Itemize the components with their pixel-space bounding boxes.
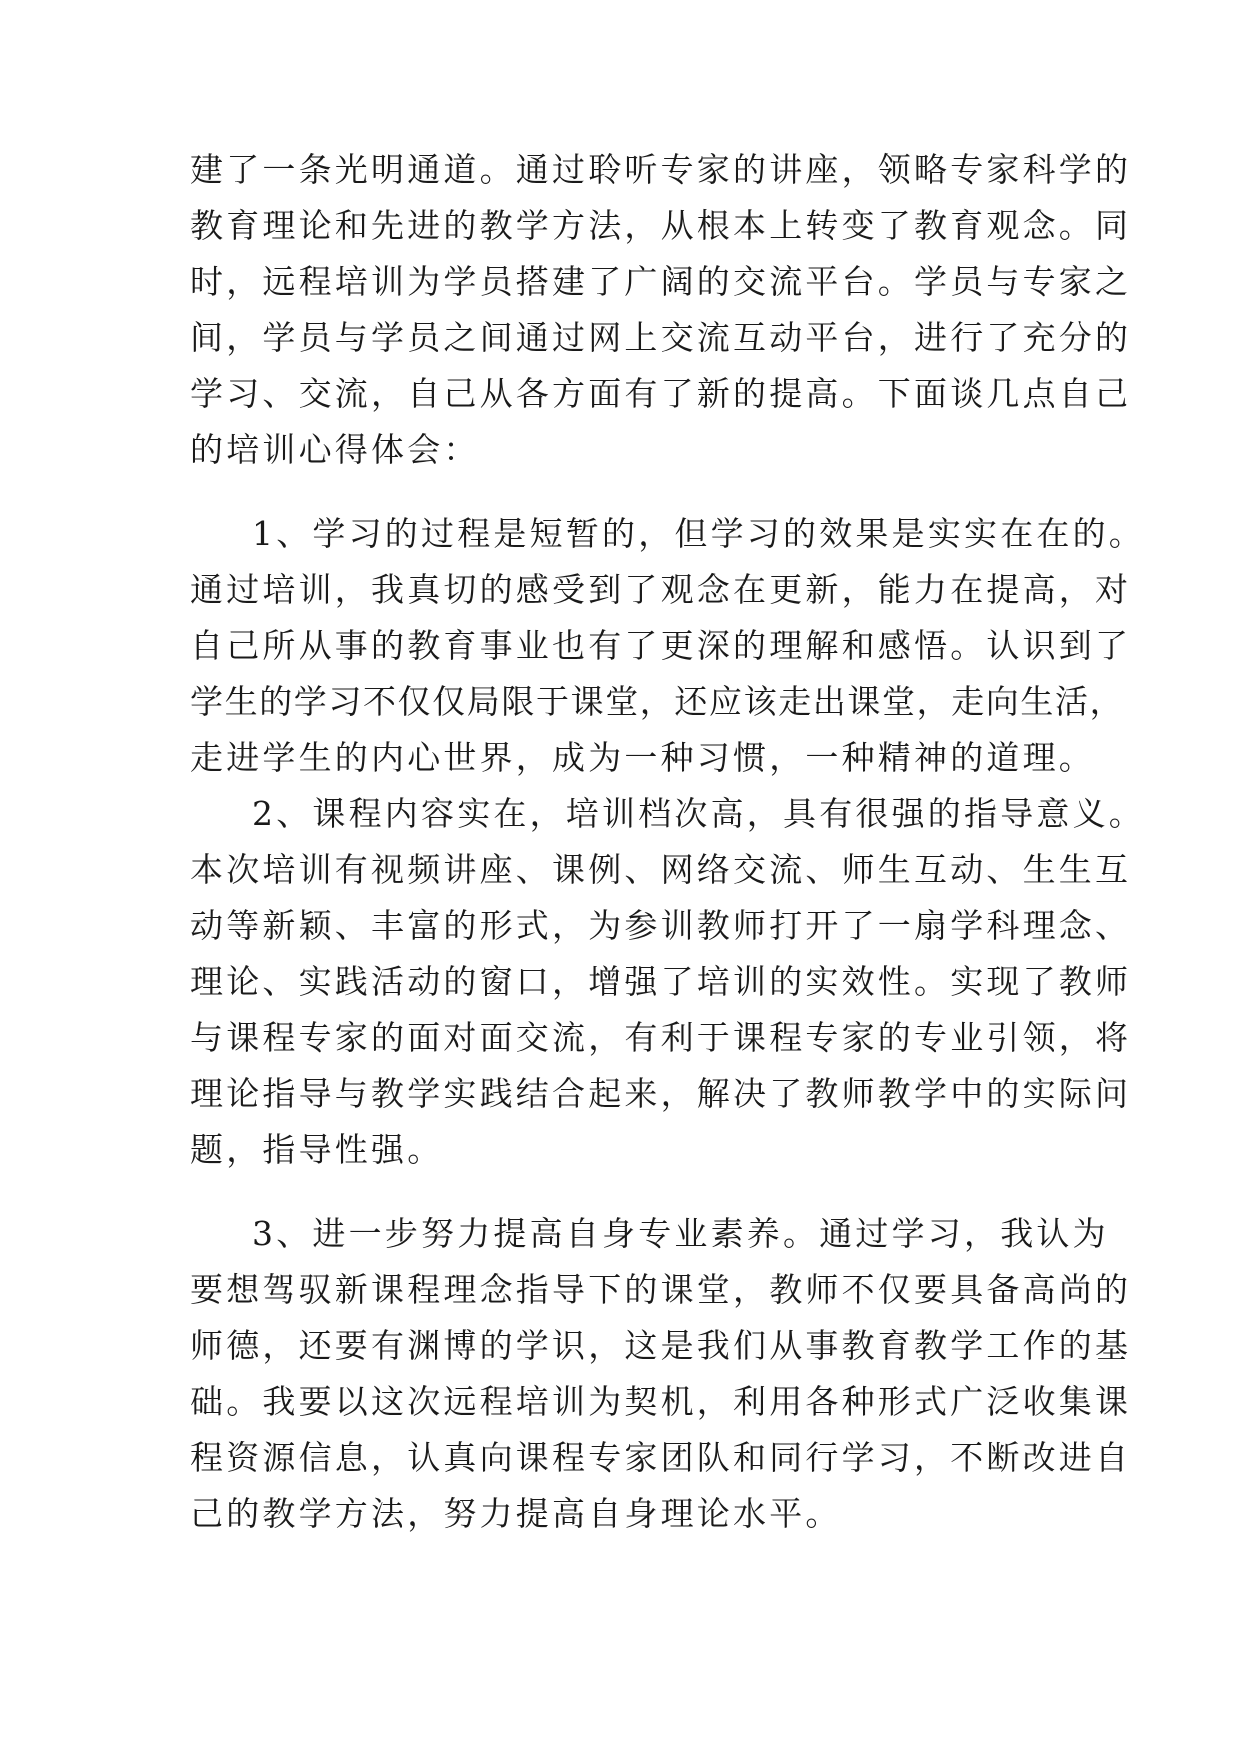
text-line: 础。我要以这次远程培训为契机，利用各种形式广泛收集课 <box>190 1382 1132 1421</box>
text-line: 学习、交流，自己从各方面有了新的提高。下面谈几点自己 <box>190 374 1132 413</box>
text-line: 间，学员与学员之间通过网上交流互动平台，进行了充分的 <box>190 318 1132 357</box>
text-line: 题，指导性强。 <box>190 1130 444 1169</box>
text-line: 理论、实践活动的窗口，增强了培训的实效性。实现了教师 <box>190 962 1132 1001</box>
text-line: 通过培训，我真切的感受到了观念在更新，能力在提高，对 <box>190 570 1132 609</box>
paragraph-2-start: 2、课程内容实在，培训档次高，具有很强的指导意义。 <box>252 794 1145 833</box>
text-line: 学生的学习不仅仅局限于课堂，还应该走出课堂，走向生活， <box>190 682 1125 721</box>
paragraph-3-start: 3、进一步努力提高自身专业素养。通过学习，我认为 <box>252 1214 1109 1253</box>
text-line: 建了一条光明通道。通过聆听专家的讲座，领略专家科学的 <box>190 150 1132 189</box>
text-line: 走进学生的内心世界，成为一种习惯，一种精神的道理。 <box>190 738 1095 777</box>
text-line: 教育理论和先进的教学方法，从根本上转变了教育观念。同 <box>190 206 1132 245</box>
text-line: 师德，还要有渊博的学识，这是我们从事教育教学工作的基 <box>190 1326 1132 1365</box>
text-line: 自己所从事的教育事业也有了更深的理解和感悟。认识到了 <box>190 626 1132 665</box>
text-line: 动等新颖、丰富的形式，为参训教师打开了一扇学科理念、 <box>190 906 1132 945</box>
text-line: 要想驾驭新课程理念指导下的课堂，教师不仅要具备高尚的 <box>190 1270 1132 1309</box>
text-line: 与课程专家的面对面交流，有利于课程专家的专业引领，将 <box>190 1018 1132 1057</box>
paragraph-1-start: 1、学习的过程是短暂的，但学习的效果是实实在在的。 <box>252 514 1145 553</box>
text-line: 的培训心得体会： <box>190 430 480 469</box>
text-line: 己的教学方法，努力提高自身理论水平。 <box>190 1494 842 1533</box>
text-line: 时，远程培训为学员搭建了广阔的交流平台。学员与专家之 <box>190 262 1132 301</box>
text-line: 理论指导与教学实践结合起来，解决了教师教学中的实际问 <box>190 1074 1132 1113</box>
text-line: 程资源信息，认真向课程专家团队和同行学习，不断改进自 <box>190 1438 1132 1477</box>
text-line: 本次培训有视频讲座、课例、网络交流、师生互动、生生互 <box>190 850 1132 889</box>
